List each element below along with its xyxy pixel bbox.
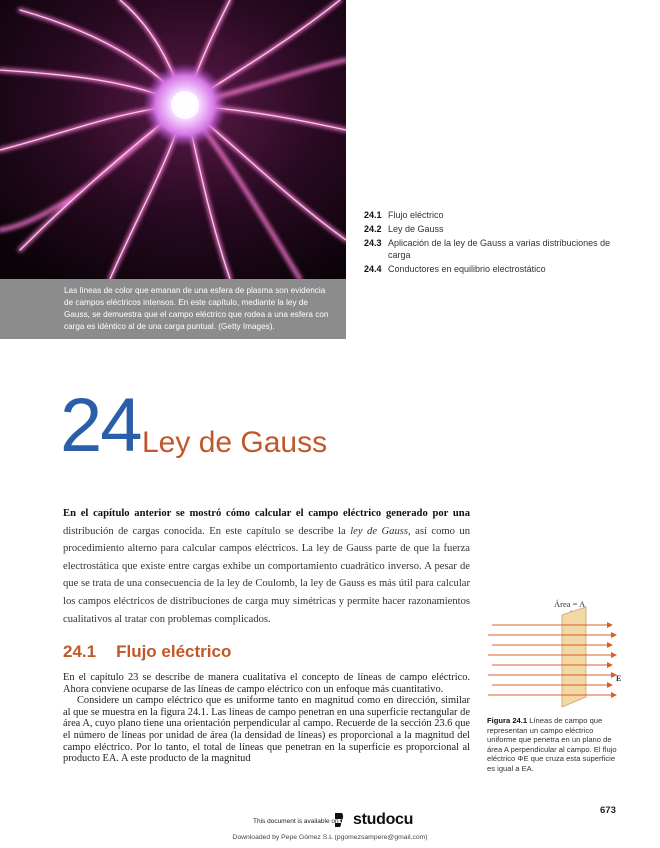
toc-item-number: 24.1 <box>364 210 382 220</box>
toc-item-label: Flujo eléctrico <box>388 210 444 220</box>
studocu-logo-text: studocu <box>353 811 414 828</box>
figure-caption-label: Figura 24.1 <box>487 716 528 725</box>
chapter-title: Ley de Gauss <box>142 426 328 459</box>
body-paragraph: Considere un campo eléctrico que es uniforme tanto en magnitud como en dirección, similar al que se muestra en la figura 24.1. Las líneas de campo penetran en una superficie rectangular de área A, cuyo plano tiene una orientación perpendicular al campo. Recuerde de la sección 23.6 que el número de líneas por unidad de área (la densidad de líneas) es proporcional a la magnitud del campo eléctrico. Por lo tanto, el total de líneas que penetran en la superficie es proporcional al producto EA. A este producto de la magnitud <box>63 695 470 765</box>
page-number: 673 <box>600 805 616 816</box>
photo-caption-text: Las líneas de color que emanan de una esfera de plasma son evidencia de campos eléctricos intensos. En este capítulo, mediante la ley de Gauss, se demuestra que el campo eléctrico que rodea a una esfera con carga es idéntico al de una carga puntual. (Getty Images). <box>64 286 329 331</box>
figure-caption-text: Líneas de campo que representan un campo eléctrico uniforme que penetra en un plano de área A perpendicular al campo. El flujo eléctrico ΦE que cruza esta superficie es igual a EA. <box>487 716 617 773</box>
footer-availability-text: This document is available on <box>253 818 339 825</box>
toc-item[interactable] <box>364 263 634 275</box>
toc-item-label: Aplicación de la ley de Gauss a varias distribuciones de carga <box>388 238 611 260</box>
section-title: Flujo eléctrico <box>116 642 232 661</box>
toc-item-number: 24.2 <box>364 224 382 234</box>
toc-item-label: Conductores en equilibrio electrostático <box>388 264 546 274</box>
footer-downloaded-by: Downloaded by Pepe Gómez S.L (pgomezsampere@gmail.com) <box>232 834 428 841</box>
area-plane <box>562 607 586 707</box>
toc-item[interactable] <box>364 223 634 235</box>
section-heading <box>63 642 231 662</box>
studocu-logo[interactable] <box>332 811 413 829</box>
toc-item-number: 24.4 <box>364 264 382 274</box>
plasma-sphere-image <box>0 0 346 279</box>
toc-item[interactable] <box>364 237 634 261</box>
toc-item-label: Ley de Gauss <box>388 224 444 234</box>
area-label: Área = A <box>554 599 586 609</box>
toc-item-number: 24.3 <box>364 238 382 248</box>
toc-item[interactable] <box>364 209 634 221</box>
figure-caption <box>487 716 624 774</box>
intro-lead: En el capítulo anterior se mostró cómo calcular el campo eléctrico generado por una <box>63 508 470 519</box>
chapter-contents <box>364 209 634 277</box>
figure-24-1 <box>484 595 624 715</box>
studocu-logo-icon <box>332 811 350 829</box>
section-number: 24.1 <box>63 642 97 661</box>
section-body <box>63 672 470 765</box>
intro-emphasis: ley de Gauss <box>350 525 409 537</box>
chapter-intro <box>63 505 470 628</box>
body-paragraph: En el capítulo 23 se describe de manera cualitativa el concepto de líneas de campo eléctrico. Ahora conviene ocuparse de las líneas de campo eléctrico con un enfoque más cuantitativo. <box>63 672 470 695</box>
chapter-opener-photo <box>0 0 346 279</box>
photo-caption <box>0 279 346 339</box>
intro-text-2: , así como un procedimiento alterno para calcular campos eléctricos. La ley de Gauss parte de que la fuerza electrostática que existe entre cargas exhibe un comportamiento cuadrático inverso. A pesar de que se trata de una consecuencia de la ley de Coulomb, la ley de Gauss es más útil para calcular los campos eléctricos de distribuciones de carga muy simétricas y permite hacer razonamientos cualitativos al tratar con problemas complicados. <box>63 525 471 625</box>
intro-text-1: distribución de cargas conocida. En este capítulo se describe la <box>63 525 351 537</box>
field-lines <box>488 625 616 695</box>
field-label: E <box>616 674 622 683</box>
uniform-field-diagram <box>484 595 624 715</box>
chapter-number: 24 <box>60 383 141 468</box>
